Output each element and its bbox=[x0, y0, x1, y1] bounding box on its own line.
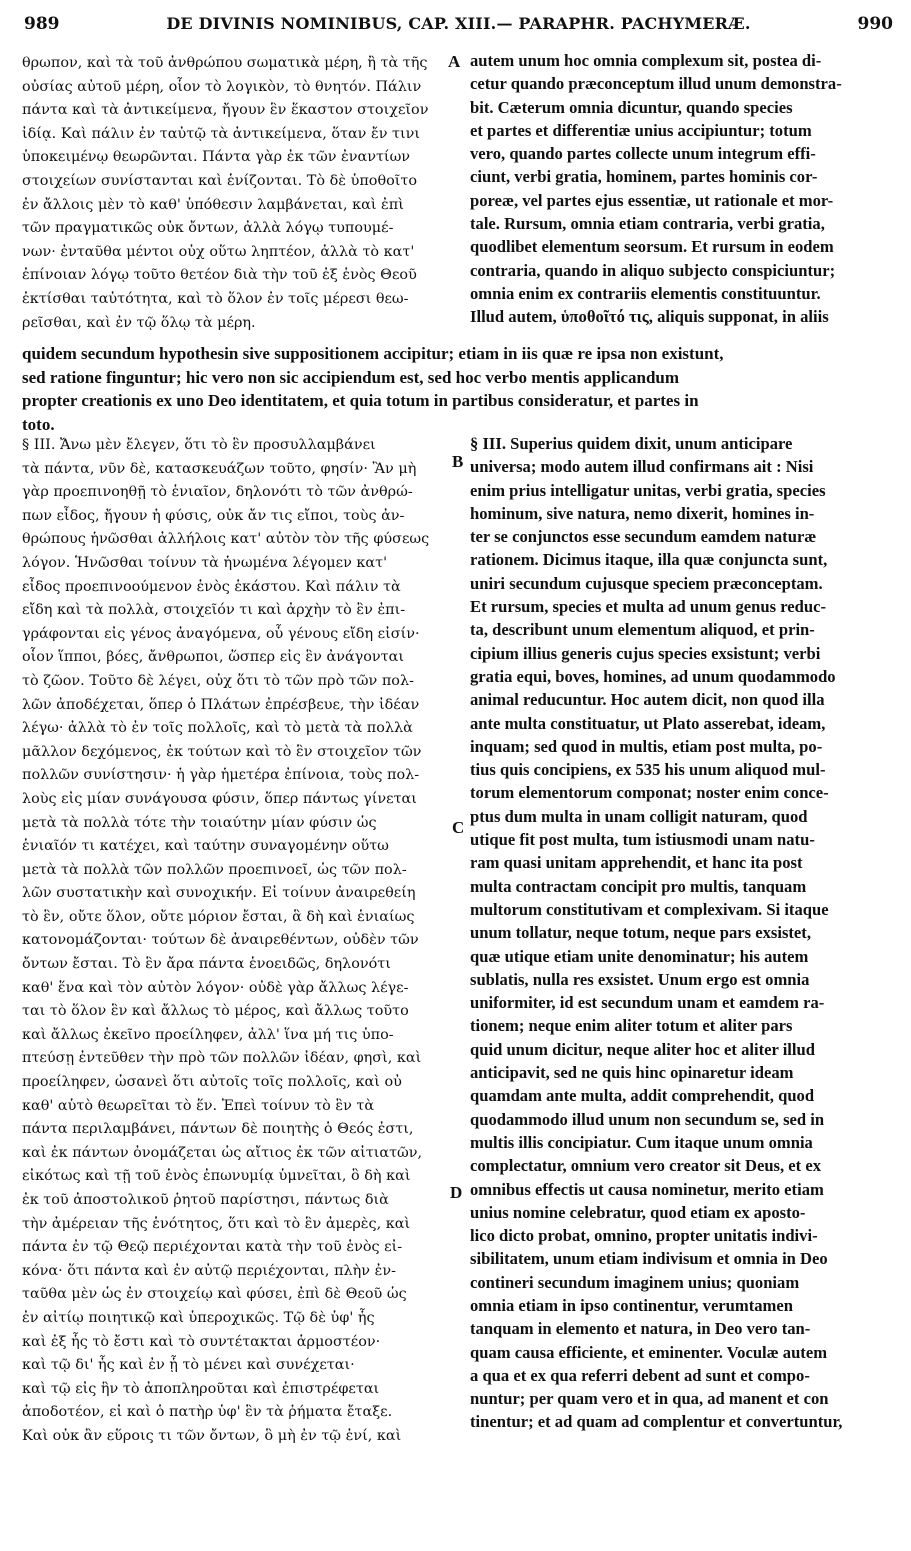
text-line: enim prius intelligatur unitas, verbi gratia, species bbox=[470, 480, 826, 500]
latin-full-width-paragraph bbox=[22, 342, 894, 436]
running-header bbox=[24, 14, 893, 40]
text-line: ter se conjunctos esse secundum eamdem naturæ bbox=[470, 527, 817, 547]
text-line: § III. Ἄνω μὲν ἔλεγεν, ὅτι τὸ ἓν προσυλλαμβάνει bbox=[22, 437, 376, 453]
text-line: Καὶ οὐκ ἂν εὕροις τι τῶν ὄντων, ὃ μὴ ἐν τῷ ἑνί, καὶ bbox=[22, 1427, 402, 1444]
text-line: omnibus effectis ut causa nominetur, merito etiam bbox=[470, 1179, 824, 1199]
text-line: καὶ ἐκ πάντων ὀνομάζεται ὡς αἴτιος ἐκ τῶν αἰτιατῶν, bbox=[22, 1144, 423, 1161]
text-line: λῶν ἀποδέχεται, ὅπερ ὁ Πλάτων ἐπρέσβευε, τὴν ἰδέαν bbox=[22, 696, 420, 713]
text-line: torum elementorum componat; noster enim conce- bbox=[470, 783, 829, 803]
text-line: Illud autem, ὑποθοῖτό τις, aliquis supponat, in aliis bbox=[470, 307, 829, 327]
text-line: § III. Superius quidem dixit, unum anticipare bbox=[470, 434, 793, 453]
text-line: complectatur, omnium vero creator sit Deus, et ex bbox=[470, 1156, 822, 1176]
text-line: ciunt, verbi gratia, hominem, partes hominis cor- bbox=[470, 167, 818, 187]
text-line: ἐν αἰτίῳ ποιητικῷ καὶ ὑπεροχικῶς. Τῷ δὲ ὑφ' ἧς bbox=[22, 1309, 375, 1326]
text-line: κόνα· ὅτι πάντα καὶ ἐν αὐτῷ περιέχονται, πλὴν ἐν- bbox=[22, 1262, 396, 1279]
greek-column-top bbox=[22, 52, 462, 335]
text-line: ἐπίνοιαν λόγῳ τοῦτο θετέον διὰ τὴν τοῦ ἐξ ἑνὸς Θεοῦ bbox=[22, 267, 417, 284]
text-line: tanquam in elemento et natura, in Deo vero tan- bbox=[470, 1319, 811, 1339]
text-line: sublatis, nulla res exsistet. Unum ergo est omnia bbox=[470, 969, 810, 989]
text-line: ptus dum multa in unam colligit naturam, quod bbox=[470, 806, 808, 826]
margin-letter-d: D bbox=[450, 1183, 463, 1202]
left-page-number: 989 bbox=[24, 14, 60, 34]
running-title: DE DIVINIS NOMINIBUS, CAP. XIII.— PARAPHR. PACHYMERÆ. bbox=[166, 14, 751, 33]
text-line: καὶ τῷ εἰς ἣν τὸ ἀποπληροῦται καὶ ἐπιστρέφεται bbox=[22, 1380, 380, 1397]
text-line: καθ' αὑτὸ θεωρεῖται τὸ ἕν. Ἐπεὶ τοίνυν τὸ ἓν τὰ bbox=[22, 1097, 375, 1114]
text-line: λόγον. Ἡνῶσθαι τοίνυν τὰ ἡνωμένα λέγομεν κατ' bbox=[22, 554, 388, 571]
text-line: bit. Cæterum omnia dicuntur, quando species bbox=[470, 97, 793, 117]
text-line: γὰρ προεπινοηθῇ τὸ ἑνιαῖον, δηλονότι τὸ τῶν ἀνθρώ- bbox=[22, 484, 413, 501]
text-line: cipium illius generis cujus species exsistunt; verbi bbox=[470, 643, 821, 663]
text-line: quodammodo illud unum non secundum se, sed in bbox=[470, 1109, 825, 1129]
text-line: contraria, quando in aliquo subjecto conspiciuntur; bbox=[470, 260, 836, 280]
text-line: tinentur; et ad quam ad complentur et convertuntur, bbox=[470, 1412, 843, 1432]
text-line: omnia enim ex contrariis elementis constituuntur. bbox=[470, 283, 821, 303]
text-line: ὄντων ἔσται. Τὸ ἓν ἄρα πάντα ἑνοειδῶς, δηλονότι bbox=[22, 956, 391, 973]
text-line: tale. Rursum, omnia etiam contraria, verbi gratia, bbox=[470, 214, 825, 234]
text-line: ἐν ἄλλοις μὲν τὸ καθ' ὑπόθεσιν λαμβάνεται, καὶ ἐπὶ bbox=[22, 196, 404, 213]
text-line: μετὰ τὰ πολλὰ τῶν πολλῶν προεπινοεῖ, ὡς τῶν πολ- bbox=[22, 861, 407, 878]
text-line: ὑποκειμένῳ θεωρῶνται. Πάντα γὰρ ἐκ τῶν ἐναντίων bbox=[22, 149, 411, 166]
text-line: toto. bbox=[22, 414, 55, 434]
greek-column-main bbox=[22, 434, 452, 1449]
text-line: πων εἶδος, ἤγουν ἡ φύσις, οὐκ ἄν τις εἴποι, τοὺς ἀν- bbox=[22, 507, 405, 524]
text-line: animal reducuntur. Hoc autem dicit, non quod illa bbox=[470, 690, 825, 710]
text-line: sed ratione finguntur; hic vero non sic accipiendum est, sed hoc verbo mentis applicandum bbox=[22, 367, 680, 387]
text-line: νων· ἐνταῦθα μέντοι οὐχ οὕτω ληπτέον, ἀλλὰ τὸ κατ' bbox=[22, 243, 415, 260]
text-line: universa; modo autem illud confirmans ait : Nisi bbox=[470, 457, 814, 477]
text-line: λοὺς εἰς μίαν συνάγουσα φύσιν, ὅπερ πάντως γίνεται bbox=[22, 790, 417, 807]
text-line: rationem. Dicimus itaque, illa quæ conjuncta sunt, bbox=[470, 550, 828, 570]
text-line: ἐκτίσθαι ταὐτότητα, καὶ τὸ ὅλον ἐν τοῖς μέρεσι θεω- bbox=[22, 290, 409, 307]
text-line: πάντα περιλαμβάνει, πάντων δὲ ποιητὴς ὁ Θεός ἐστι, bbox=[22, 1121, 414, 1138]
text-line: unius nomine celebratur, quod etiam ex aposto- bbox=[470, 1202, 806, 1222]
text-line: Et rursum, species et multa ad unum genus reduc- bbox=[470, 597, 827, 617]
text-line: λῶν συστατικὴν καὶ συνοχικήν. Εἰ τοίνυν ἀναιρεθείη bbox=[22, 885, 416, 902]
text-line: μᾶλλον δεχόμενος, ἐκ τούτων καὶ τὸ ἓν στοιχεῖον τῶν bbox=[22, 743, 422, 760]
text-line: προείληφεν, ὡσανεὶ ὅτι αὐτοῖς τοῖς πολλοῖς, καὶ οὐ bbox=[22, 1074, 402, 1091]
text-line: πάντα καὶ τὰ ἀντικείμενα, ἤγουν ἓν ἕκαστον στοιχεῖον bbox=[22, 102, 429, 119]
text-line: πτεύσῃ ἐντεῦθεν τὴν πρὸ τῶν πολλῶν ἰδέαν, φησὶ, καὶ bbox=[22, 1050, 422, 1067]
text-line: autem unum hoc omnia complexum sit, postea di- bbox=[470, 51, 822, 70]
text-line: quam causa efficiente, et eminenter. Voculæ autem bbox=[470, 1342, 828, 1362]
text-line: ἰδίᾳ. Καὶ πάλιν ἐν ταὐτῷ τὰ ἀντικείμενα, ὅταν ἔν τινι bbox=[22, 125, 421, 142]
text-line: τὸ ἓν, οὔτε ὅλον, οὔτε μόριον ἔσται, ἃ δὴ καὶ ἑνιαίως bbox=[22, 908, 415, 925]
text-line: καθ' ἕνα καὶ τὸν αὐτὸν λόγον· οὐδὲ γὰρ ἄλλως λέγε- bbox=[22, 979, 409, 996]
text-line: vero, quando partes collecte unum integrum effi- bbox=[470, 144, 816, 164]
text-line: a qua et ex qua referri debent ad sunt et compo- bbox=[470, 1365, 810, 1385]
text-line: στοιχείων συνίστανται καὶ ἑνίζονται. Τὸ δὲ ὑποθοῖτο bbox=[22, 172, 418, 189]
text-line: utique fit post multa, tum istiusmodi unam natu- bbox=[470, 830, 815, 850]
text-line: anticipavit, sed ne quis hinc opinaretur ideam bbox=[470, 1063, 794, 1083]
margin-letter-a: A bbox=[448, 52, 461, 71]
text-line: uniformiter, id est secundum unam et eamdem ra- bbox=[470, 993, 825, 1013]
margin-letter-b: B bbox=[452, 452, 464, 471]
text-line: εἶδος προεπινοούμενον ἑνὸς ἑκάστου. Καὶ πάλιν τὰ bbox=[22, 578, 401, 595]
text-line: καὶ ἄλλως ἐκεῖνο προείληφεν, ἀλλ' ἵνα μή τις ὑπο- bbox=[22, 1026, 394, 1043]
margin-letter-c: C bbox=[452, 818, 465, 837]
text-line: οἷον ἵπποι, βόες, ἄνθρωποι, ὥσπερ εἰς ἓν ἀνάγονται bbox=[22, 649, 404, 666]
text-line: gratia equi, boves, homines, ad unum quodammodo bbox=[470, 666, 836, 686]
text-line: hominum, sive natura, nemo dixerit, homines in- bbox=[470, 503, 815, 523]
text-line: πολλῶν συνίστησιν· ἡ γὰρ ἡμετέρα ἐπίνοια, τοὺς πολ- bbox=[22, 767, 420, 784]
text-line: inquam; sed quod in multis, etiam post multa, po- bbox=[470, 736, 823, 756]
text-line: sibilitatem, unum etiam indivisum et omnia in Deo bbox=[470, 1249, 828, 1269]
text-line: uniri secundum cujusque speciem præconceptam. bbox=[470, 573, 823, 593]
text-line: propter creationis ex uno Deo identitatem, et quia totum in partibus consideratur, et partes in bbox=[22, 391, 699, 410]
text-line: quid unum dicitur, neque aliter hoc et aliter illud bbox=[470, 1039, 815, 1059]
text-line: θρωπον, καὶ τὰ τοῦ ἀνθρώπου σωματικὰ μέρη, ἢ τὰ τῆς bbox=[22, 55, 428, 71]
text-line: εἴδη καὶ τὰ πολλὰ, στοιχεῖόν τι καὶ ἀρχὴν τὸ ἓν ἐπι- bbox=[22, 602, 406, 619]
text-line: multorum constitutivam et complexivam. Si itaque bbox=[470, 899, 829, 919]
text-line: omnia etiam in ipso continentur, verumtamen bbox=[470, 1295, 793, 1315]
text-line: ται τὸ ὅλον ἓν καὶ ἄλλως τὸ μέρος, καὶ ἄλλως τοῦτο bbox=[22, 1003, 409, 1020]
text-line: ante multa constituatur, ut Plato asserebat, ideam, bbox=[470, 713, 826, 733]
text-line: ρεῖσθαι, καὶ ἐν τῷ ὅλῳ τὰ μέρη. bbox=[22, 314, 256, 331]
text-line: οὐσίας αὐτοῦ μέρη, οἷον τὸ λογικὸν, τὸ θνητόν. Πάλιν bbox=[22, 78, 422, 95]
text-line: poreæ, vel partes ejus essentiæ, ut rationale et mor- bbox=[470, 190, 834, 210]
text-line: τὸ ζῶον. Τοῦτο δὲ λέγει, οὐχ ὅτι τὸ τῶν πρὸ τῶν πολ- bbox=[22, 672, 414, 689]
text-line: λέγω· ἀλλὰ τὸ ἐν τοῖς πολλοῖς, καὶ τὸ μετὰ τὰ πολλὰ bbox=[22, 720, 413, 737]
text-line: πάντα ἐν τῷ Θεῷ περιέχονται κατὰ τὴν τοῦ ἑνὸς εἰ- bbox=[22, 1239, 403, 1256]
text-line: tionem; neque enim aliter totum et aliter pars bbox=[470, 1016, 793, 1036]
text-line: καὶ τῷ δι' ἧς καὶ ἐν ᾗ τὸ μένει καὶ συνέχεται· bbox=[22, 1357, 355, 1374]
text-line: θρώπους ἡνῶσθαι ἀλλήλοις κατ' αὐτὸν τὸν τῆς φύσεως bbox=[22, 531, 430, 548]
text-line: quidem secundum hypothesin sive suppositionem accipitur; etiam in iis quæ re ipsa non existunt, bbox=[22, 344, 724, 363]
text-line: τὰ πάντα, νῦν δὲ, κατασκευάζων τοῦτο, φησίν· Ἂν μὴ bbox=[22, 460, 417, 477]
text-line: et partes et differentiæ unius accipiuntur; totum bbox=[470, 120, 812, 140]
text-line: quodlibet elementum seorsum. Et rursum in eodem bbox=[470, 237, 834, 257]
right-page-number: 990 bbox=[857, 14, 893, 34]
text-line: τῶν πραγματικῶς οὐκ ὄντων, ἀλλὰ λόγῳ τυπουμέ- bbox=[22, 220, 394, 237]
text-line: εἰκότως καὶ τῇ τοῦ ἑνὸς ἐπωνυμίᾳ ὑμνεῖται, ὃ δὴ καὶ bbox=[22, 1168, 411, 1185]
text-line: καὶ ἐξ ἧς τὸ ἔστι καὶ τὸ συντέτακται ἁρμοστέον· bbox=[22, 1333, 381, 1350]
text-line: μετὰ τὰ πολλὰ τότε τὴν τοιαύτην μίαν φύσιν ὡς bbox=[22, 814, 377, 831]
text-line: cetur quando præconceptum illud unum demonstra- bbox=[470, 74, 842, 94]
text-line: quamdam ante multa, addit comprehendit, quod bbox=[470, 1086, 815, 1106]
latin-column-top bbox=[470, 49, 892, 329]
text-line: unum tollatur, neque totum, neque pars exsistet, bbox=[470, 923, 811, 943]
text-line: ἀποδοτέον, εἰ καὶ ὁ πατὴρ ὑφ' ἓν τὰ ῥήματα ἔταξε. bbox=[22, 1404, 393, 1421]
text-line: τὴν ἀμέρειαν τῆς ἑνότητος, ὅτι καὶ τὸ ἓν ἀμερὲς, καὶ bbox=[22, 1215, 411, 1232]
latin-column-main bbox=[470, 432, 892, 1434]
text-line: ἑνιαῖόν τι κατέχει, καὶ ταύτην συναγομένην οὕτω bbox=[22, 838, 389, 855]
text-line: lico dicto probat, omnino, propter unitatis indivi- bbox=[470, 1226, 818, 1246]
text-line: quæ utique etiam unite denominatur; his autem bbox=[470, 946, 809, 966]
text-line: nuntur; per quam vero et in qua, ad manent et con bbox=[470, 1389, 829, 1409]
text-line: γράφονται εἰς γένος ἀναγόμενα, οὗ γένους εἴδη εἰσίν· bbox=[22, 625, 420, 642]
text-line: ta, describunt unum elementum aliquod, et prin- bbox=[470, 620, 815, 640]
text-line: ram quasi unitam apprehendit, et hanc ita post bbox=[470, 853, 803, 873]
text-line: ταῦθα μὲν ὡς ἐν στοιχείῳ καὶ φύσει, ἐπὶ δὲ Θεοῦ ὡς bbox=[22, 1286, 407, 1303]
text-line: multis illis concipiatur. Cum itaque unum omnia bbox=[470, 1132, 813, 1152]
text-line: contineri secundum imaginem unius; quoniam bbox=[470, 1272, 800, 1292]
text-line: tius quis concipiens, ex 535 his unum aliquod mul- bbox=[470, 760, 826, 780]
text-line: κατονομάζονται· τούτων δὲ ἀναιρεθέντων, οὐδὲν τῶν bbox=[22, 932, 419, 949]
text-line: ἐκ τοῦ ἀποστολικοῦ ῥητοῦ παρίστησι, πάντως διὰ bbox=[22, 1192, 389, 1208]
text-line: multa contractam concipit pro multis, tanquam bbox=[470, 876, 807, 896]
